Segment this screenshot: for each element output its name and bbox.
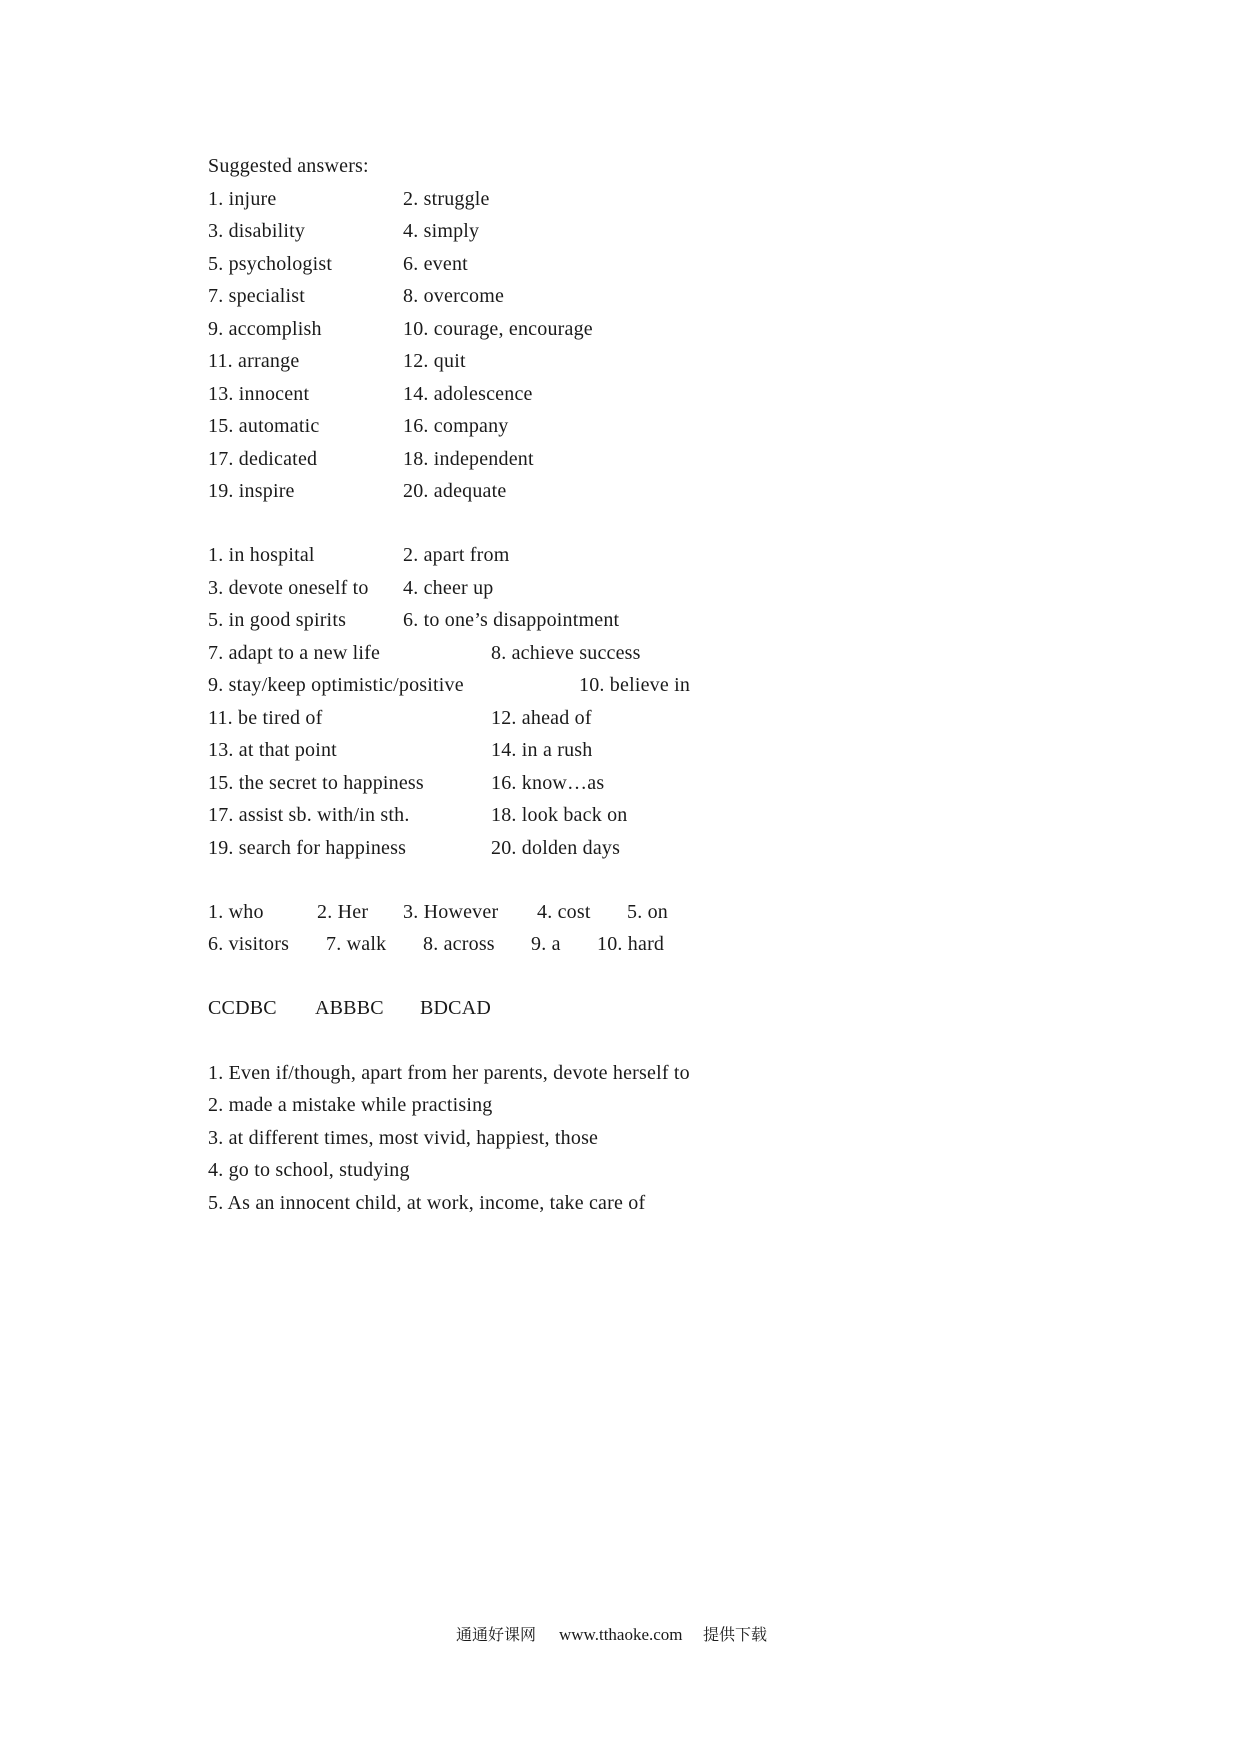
answer-item: 13. innocent [208,383,310,405]
answer-item: 1. injure [208,188,277,210]
answer-sentence: 1. Even if/though, apart from her parents, devote herself to [208,1062,690,1084]
answer-item: 13. at that point [208,739,337,761]
answer-item: 3. disability [208,220,306,242]
answer-item: 14. adolescence [403,383,533,405]
answer-group: ABBBC [315,997,384,1019]
answer-item: 8. overcome [403,285,505,307]
answer-item: 19. inspire [208,480,295,502]
answer-item: 10. courage, encourage [403,318,593,340]
answer-item: 2. Her [317,901,369,923]
answer-item: 7. adapt to a new life [208,642,381,664]
heading: Suggested answers: [208,155,369,177]
answer-item: 6. visitors [208,933,290,955]
answer-sentence: 4. go to school, studying [208,1159,410,1181]
answer-sentence: 2. made a mistake while practising [208,1094,493,1116]
answer-item: 20. adequate [403,480,507,502]
answer-item: 6. event [403,253,468,275]
answer-item: 20. dolden days [491,837,621,859]
answer-item: 6. to one’s disappointment [403,609,620,631]
answer-item: 16. know…as [491,772,605,794]
answer-item: 4. cost [537,901,591,923]
footer-url[interactable]: www.tthaoke.com [559,1625,683,1644]
answer-item: 10. hard [597,933,665,955]
answer-item: 3. devote oneself to [208,577,369,599]
answer-item: 5. in good spirits [208,609,347,631]
answer-item: 1. in hospital [208,544,315,566]
answer-item: 10. believe in [579,674,691,696]
answer-item: 4. cheer up [403,577,494,599]
answer-item: 4. simply [403,220,480,242]
answer-item: 11. arrange [208,350,300,372]
answer-item: 7. walk [326,933,387,955]
answer-item: 18. independent [403,448,534,470]
answer-item: 9. stay/keep optimistic/positive [208,674,464,696]
answer-item: 2. struggle [403,188,490,210]
answer-item: 5. on [627,901,668,923]
answer-group: BDCAD [420,997,492,1019]
answer-item: 1. who [208,901,264,923]
answer-item: 12. ahead of [491,707,592,729]
answer-item: 18. look back on [491,804,628,826]
answer-group: CCDBC [208,997,277,1019]
answer-item: 7. specialist [208,285,306,307]
answer-item: 15. the secret to happiness [208,772,424,794]
answer-item: 8. achieve success [491,642,641,664]
answer-item: 15. automatic [208,415,320,437]
answer-sentence: 5. As an innocent child, at work, income, take care of [208,1192,646,1214]
footer-site-name: 通通好课网 [456,1625,537,1644]
answer-item: 12. quit [403,350,466,372]
answer-item: 17. assist sb. with/in sth. [208,804,410,826]
answer-item: 2. apart from [403,544,510,566]
answer-item: 16. company [403,415,509,437]
answer-item: 19. search for happiness [208,837,407,859]
answer-item: 9. a [531,933,561,955]
footer-note: 提供下载 [703,1625,768,1644]
answer-item: 5. psychologist [208,253,333,275]
answer-item: 14. in a rush [491,739,593,761]
answer-item: 8. across [423,933,495,955]
answer-item: 17. dedicated [208,448,318,470]
answer-item: 9. accomplish [208,318,322,340]
answer-item: 11. be tired of [208,707,323,729]
answer-sentence: 3. at different times, most vivid, happiest, those [208,1127,599,1149]
answer-item: 3. However [403,901,499,923]
